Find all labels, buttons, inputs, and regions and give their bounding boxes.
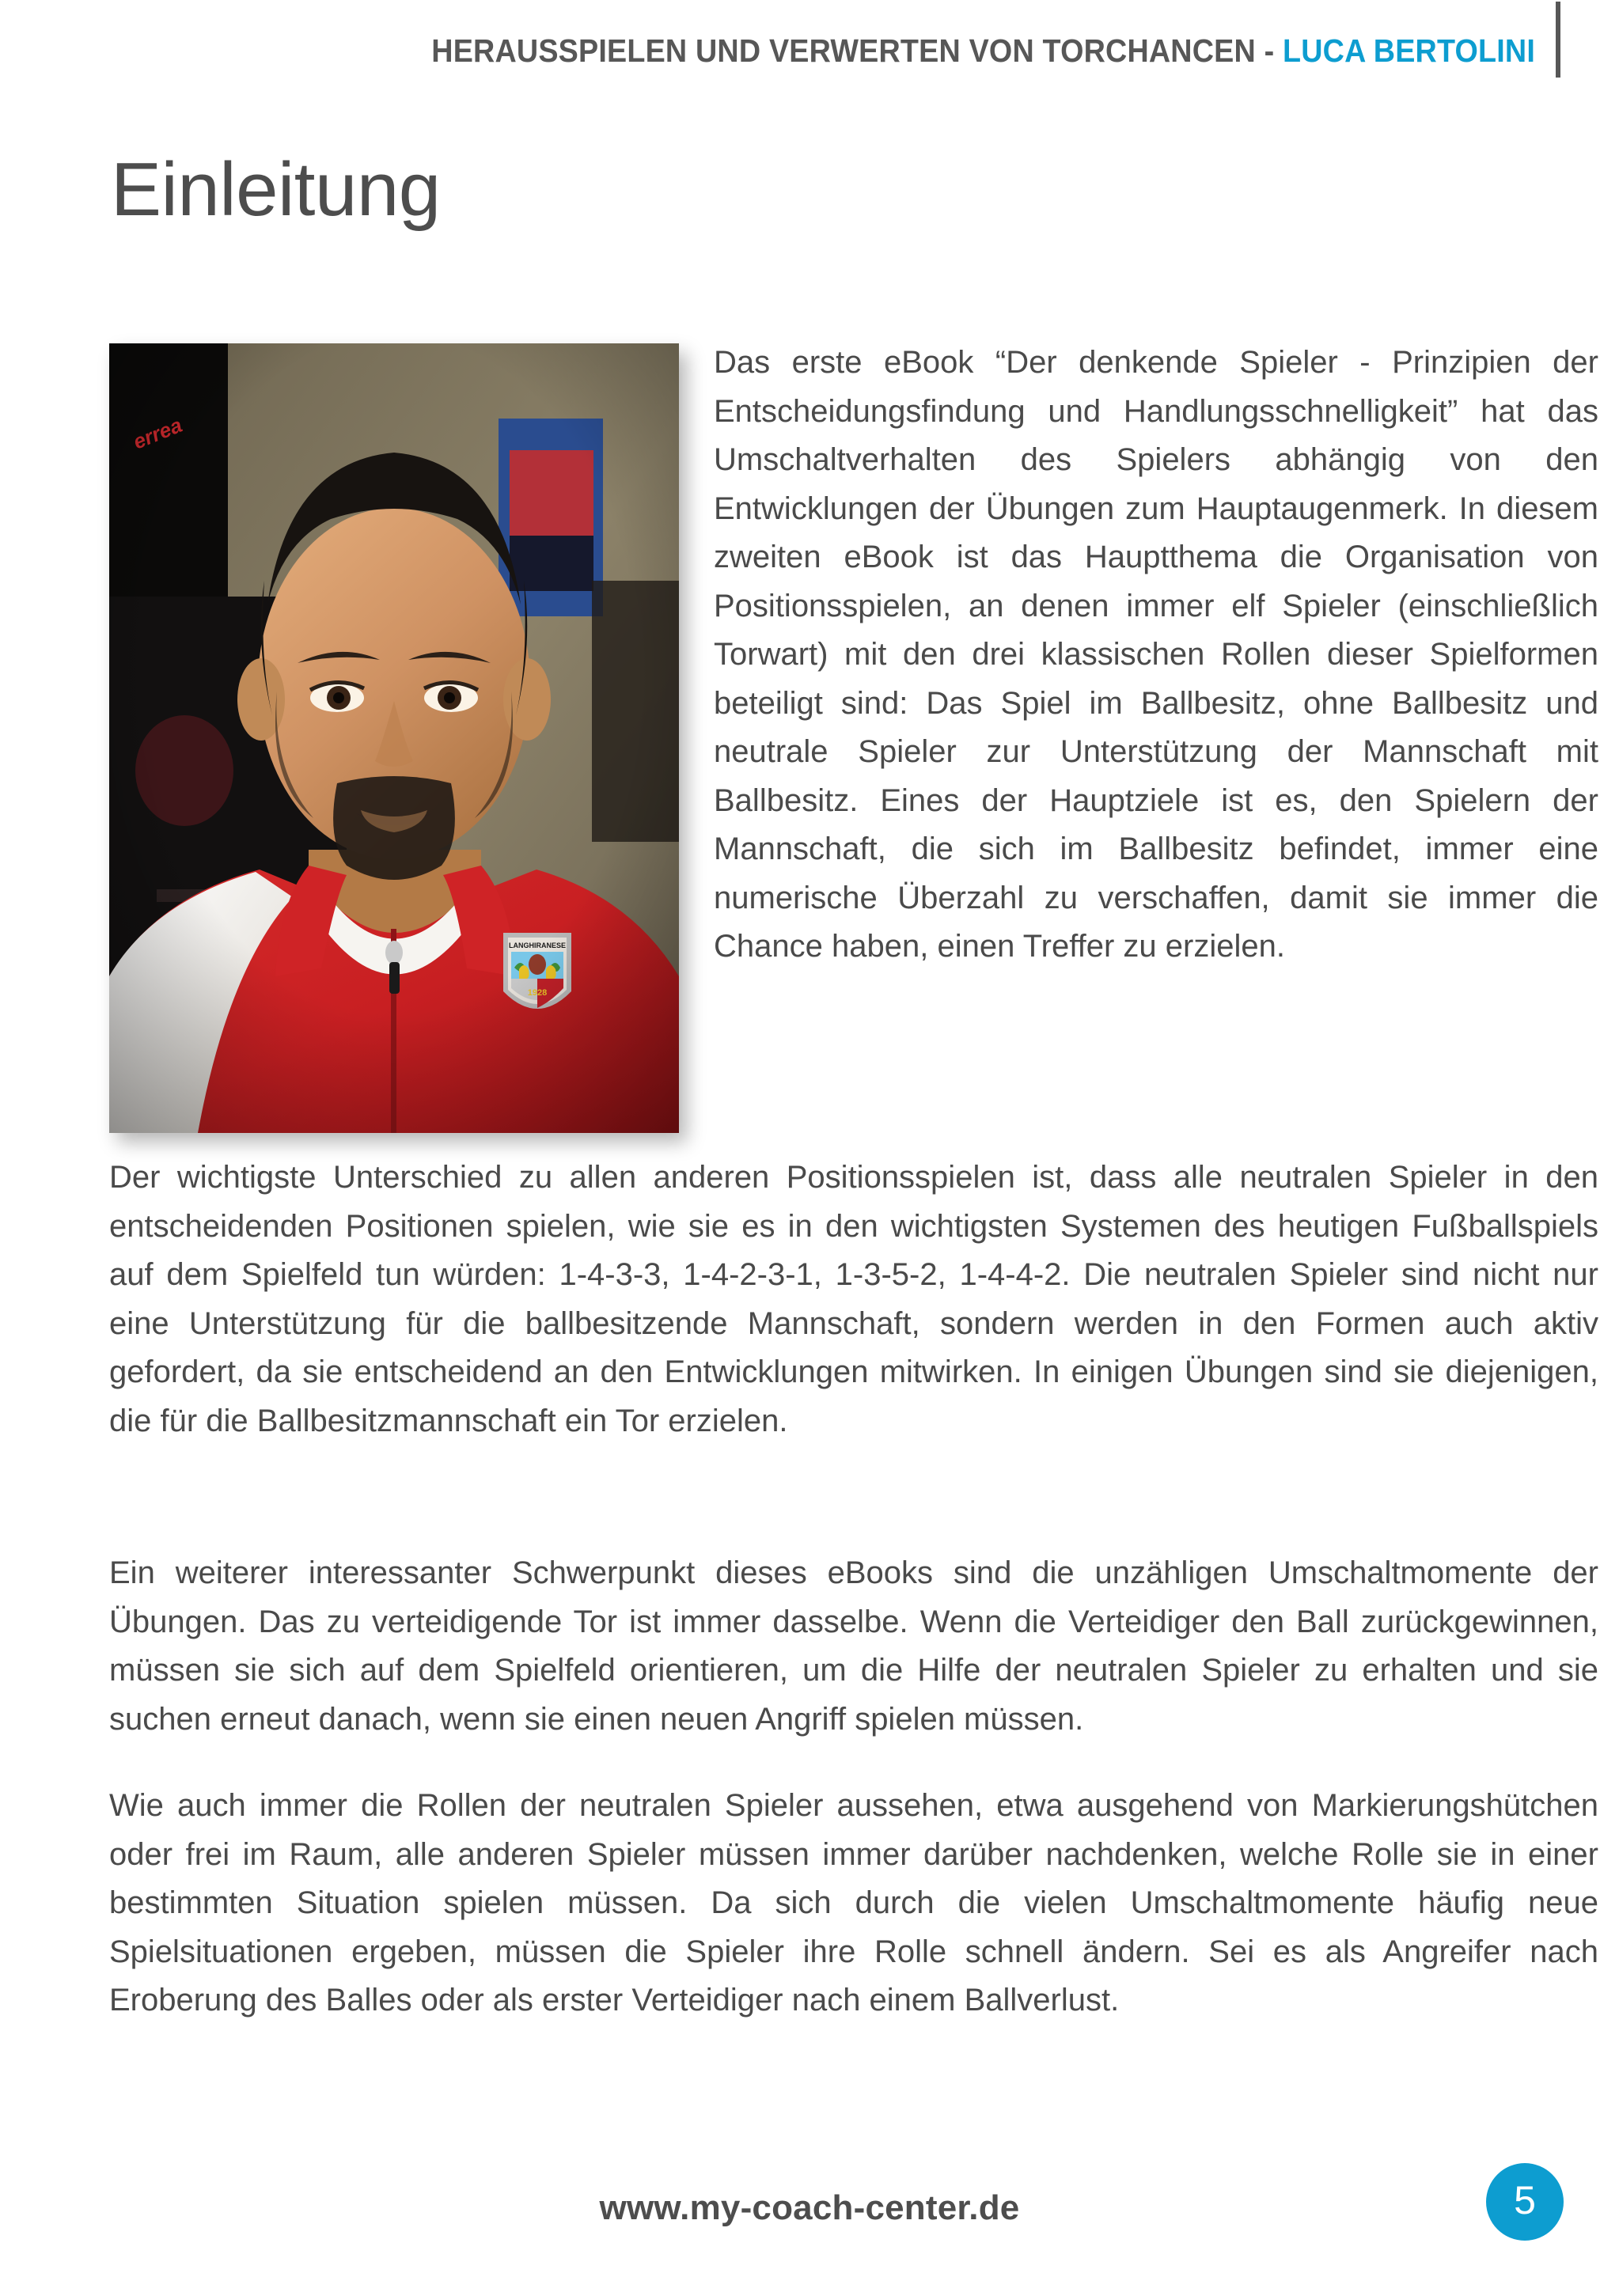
portrait-photo [109,343,679,1133]
intro-paragraph-3: Ein weiterer interessanter Schwerpunkt dieses eBooks sind die unzähligen Umschaltmomente der Übungen. Das zu verteidigende Tor ist immer dasselbe. Wenn die Verteidiger den Ball zurückgewinnen, müssen sie sich auf dem Spielfeld orientieren, um die Hilfe der neutralen Spieler zu erhalten und sie suchen erneut danach, wenn sie einen neuen Angriff spielen müssen. [109,1555,1598,1737]
header-rule-divider [1556,2,1560,78]
running-head [0,24,1535,78]
running-head-author: LUCA BERTOLINI [1282,32,1535,69]
page-title: Einleitung [111,147,441,232]
intro-paragraph-1: Das erste eBook “Der denkende Spieler - Prinzipien der Entscheidungsfindung und Handlungsschnelligkeit” hat das Umschaltverhalten des Spielers abhängig von den Entwicklungen der Übungen zum Hauptaugenmerk. In diesem zweiten eBook ist das Hauptthema die Organisation von Positionsspielen, an denen immer elf Spieler (einschließlich Torwart) mit den drei klassischen Rollen dieser Spielformen beteiligt sind: Das Spiel im Ballbesitz, ohne Ballbesitz und neutrale Spieler zur Unterstützung der Mannschaft mit Ballbesitz. Eines der Hauptziele ist es, den Spielern der Mannschaft, die sich im Ballbesitz befindet, immer eine numerische Überzahl zu verschaffen, damit sie immer die Chance haben, einen Treffer zu erzielen. [714,345,1598,964]
intro-paragraph-4: Wie auch immer die Rollen der neutralen Spieler aussehen, etwa ausgehend von Markierungshütchen oder frei im Raum, alle anderen Spieler müssen immer darüber nachdenken, welche Rolle sie in einer bestimmten Situation spielen müssen. Da sich durch die vielen Umschaltmomente häufig neue Spielsituationen ergeben, müssen die Spieler ihre Rolle schnell ändern. Sei es als Angreifer nach Eroberung des Balles oder als erster Verteidiger nach einem Ballverlust. [109,1788,1598,2018]
page-number: 5 [1514,2178,1536,2222]
portrait-photo-illustration [109,343,679,1133]
intro-paragraph-2: Der wichtigste Unterschied zu allen anderen Positionsspielen ist, dass alle neutralen Spieler in den entscheidenden Positionen spielen, wie sie es in den wichtigsten Systemen des heutigen Fußballspiels auf dem Spielfeld tun würden: 1-4-3-3, 1-4-2-3-1, 1-3-5-2, 1-4-4-2. Die neutralen Spieler sind nicht nur eine Unterstützung für die ballbesitzende Mannschaft, sondern werden in den Formen auch aktiv gefordert, da sie entscheidend an den Entwicklungen mitwirken. In einigen Übungen sind sie diejenigen, die für die Ballbesitzmannschaft ein Tor erzielen. [109,1160,1598,1438]
running-head-title: HERAUSSPIELEN UND VERWERTEN VON TORCHANCEN - [431,32,1283,69]
footer-website-url[interactable]: www.my-coach-center.de [599,2188,1020,2227]
running-head-inner [431,32,1535,70]
page-number-badge [1486,2163,1564,2241]
